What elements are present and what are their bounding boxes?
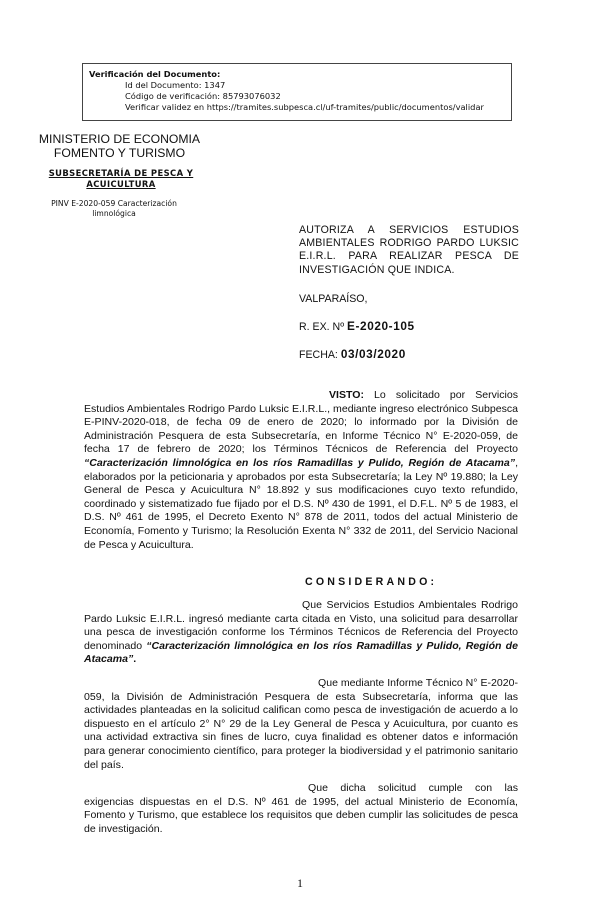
ministry-line-2: FOMENTO Y TURISMO	[53, 146, 186, 160]
considerando-1-before: Que Servicios Estudios Ambientales Rodrigo Pardo Luksic E.I.R.L. ingresó mediante carta citada en Visto, una solicitud para desarrollar una pesca de investigación conforme los Términos Técnicos de Referencia del Proyecto denominado	[84, 599, 518, 652]
ministry-name	[32, 132, 207, 160]
fecha-label: FECHA:	[299, 349, 338, 361]
considerando-1-after: .	[133, 653, 137, 666]
visto-label: VISTO:	[329, 389, 364, 401]
considerando-3-text: Que dicha solicitud cumple con las exigencias dispuestas en el D.S. Nº 461 de 1995, del actual Ministerio de Economía, Fomento y Turismo, que establece los requisitos que deben cumplir las solicitudes de pesca de investigación.	[84, 782, 518, 835]
visto-paragraph	[84, 389, 518, 552]
subsecretaria-name	[40, 168, 202, 189]
ministry-line-1: MINISTERIO DE ECONOMIA	[38, 132, 201, 146]
pinv-reference	[28, 199, 200, 219]
fecha-value: 03/03/2020	[340, 347, 406, 361]
resolution-number-line	[299, 319, 415, 333]
rex-label: R. EX. Nº	[299, 321, 345, 333]
verification-code: • Código de verificación: 85793076032	[125, 91, 505, 102]
page-number: 1	[297, 876, 303, 890]
date-line	[299, 347, 406, 361]
considerando-paragraph-3	[84, 782, 518, 836]
verification-id: • Id del Documento: 1347	[125, 80, 505, 91]
verification-box	[82, 63, 512, 121]
visto-project-title: “Caracterización limnológica en los ríos Ramadillas y Pulido, Región de Atacama”	[84, 456, 516, 469]
resolution-heading: AUTORIZA A SERVICIOS ESTUDIOS AMBIENTALES RODRIGO PARDO LUKSIC E.I.R.L. PARA REALIZAR PESCA DE INVESTIGACIÓN QUE INDICA.	[299, 224, 519, 276]
verification-url[interactable]: • Verificar validez en https://tramites.subpesca.cl/uf-tramites/public/documentos/validar	[125, 102, 505, 113]
verification-title: Verificación del Documento:	[89, 69, 221, 79]
visto-text-before: Lo solicitado por Servicios Estudios Ambientales Rodrigo Pardo Luksic E.I.R.L., mediante ingreso electrónico Subpesca E-PINV-2020-018, de fecha 09 de enero de 2020; lo informado por la División de Administración Pesquera de esta Subsecretaría, en Informe Técnico N° E-2020-059, de fecha 17 de febrero de 2020; los Términos Técnicos de Referencia del Proyecto	[84, 389, 518, 456]
considerando-2-text: Que mediante Informe Técnico N° E-2020-059, la División de Administración Pesquera de esta Subsecretaría, informa que las actividades planteadas en la solicitud califican como pesca de investigación de acuerdo a lo dispuesto en el artículo 2° N° 29 de la Ley General de Pesca y Acuicultura, por cuanto es una actividad extractiva sin fines de lucro, cuya finalidad es obtener datos e información para generar conocimiento científico, para proteger la biodiversidad y el patrimonio sanitario del país.	[84, 677, 518, 771]
pinv-line-1: PINV E-2020-059 Caracterización	[51, 199, 177, 208]
considerando-title: CONSIDERANDO:	[305, 576, 438, 588]
rex-number: E-2020-105	[347, 319, 415, 333]
considerando-1-project: “Caracterización limnológica en los ríos Ramadillas y Pulido, Región de Atacama”	[84, 639, 518, 666]
pinv-line-2: limnológica	[92, 209, 136, 218]
verification-list	[89, 80, 505, 113]
subsecretaria-line-2: ACUICULTURA	[86, 178, 156, 189]
considerando-paragraph-2	[84, 677, 518, 772]
subsecretaria-line-1: SUBSECRETARÍA DE PESCA Y	[48, 168, 194, 178]
considerando-paragraph-1	[84, 599, 518, 667]
visto-text-after: , elaborados por la peticionaria y aprobados por esta Subsecretaría; la Ley Nº 19.880; la Ley General de Pesca y Acuicultura N° 18.892 y sus modificaciones cuyo texto refundido, coordinado y sistematizado fue fijado por el D.S. Nº 430 de 1991, el D.F.L. Nº 5 de 1983, el D.S. Nº 461 de 1995, el Decreto Exento N° 878 de 2011, todos del actual Ministerio de Economía, Fomento y Turismo; la Resolución Exenta N° 332 de 2011, del Servicio Nacional de Pesca y Acuicultura.	[84, 456, 518, 551]
city-line: VALPARAÍSO,	[299, 293, 368, 305]
